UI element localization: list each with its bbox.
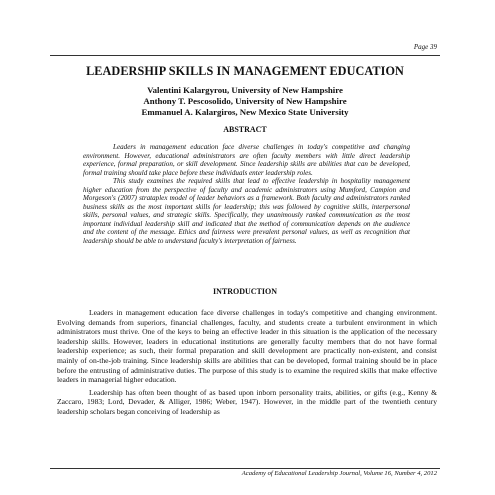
header-rule bbox=[50, 55, 440, 56]
author-line: Anthony T. Pescosolido, University of New Hampshire bbox=[143, 96, 347, 106]
abstract-heading: ABSTRACT bbox=[223, 125, 267, 134]
author-line: Emmanuel A. Kalargiros, New Mexico State University bbox=[141, 107, 349, 117]
abstract-paragraph: Leaders in management education face diverse challenges in today's competitive and changing environment. However, educational administrators are often faculty members with little direct leadership experience, formal preparation, or skill development. Since leadership skills are abilities that can be developed, formal training should take place before these individuals enter leadership roles. bbox=[83, 143, 410, 177]
abstract-paragraph: This study examines the required skills that lead to effective leadership in hospitality management higher education from the perspective of faculty and academic administrators using Mumford, Campion and Morgeson's (2007) strataplex model of leader behaviors as a framework. Both faculty and administrators ranked business skills as the most important skills for leadership; this was followed by cognitive skills, interpersonal skills, personal values, and strategic skills. Specifically, they unanimously ranked communication as the most important individual leadership skill and indicated that the method of communication depends on the audience and the content of the message. Ethics and fairness were prevalent personal values, as well as recognition that leadership should be able to understand faculty's interpretation of fairness. bbox=[83, 177, 410, 246]
author-list bbox=[50, 85, 440, 118]
footer-rule bbox=[50, 468, 440, 469]
introduction-body bbox=[57, 308, 437, 417]
page-number: Page 39 bbox=[413, 43, 437, 51]
introduction-paragraph: Leadership has often been thought of as based upon inborn personality traits, abilities, or gifts (e.g., Kenny & Zaccaro, 1983; Lord, Devader, & Alliger, 1986; Weber, 1947). However, in the middle part of the twentieth century leadership scholars began conceiving of leadership as bbox=[57, 387, 437, 416]
paper-title: LEADERSHIP SKILLS IN MANAGEMENT EDUCATION bbox=[86, 64, 404, 78]
introduction-heading: INTRODUCTION bbox=[212, 287, 277, 296]
journal-footer: Academy of Educational Leadership Journal, Volume 16, Number 4, 2012 bbox=[241, 470, 437, 477]
author-line: Valentini Kalargyrou, University of New Hampshire bbox=[147, 85, 343, 95]
introduction-paragraph: Leaders in management education face diverse challenges in today's competitive and changing environment. Evolving demands from superiors, financial challenges, faculty, and students create a turbulent environment in which administrators must thrive. One of the keys to being an effective leader in this situation is the application of the necessary leadership skills. However, leaders in educational institutions are generally faculty members that do not have formal leadership experience; as such, their formal preparation and skill development are practically non-existent, and consist mainly of on-the-job training. Since leadership skills are abilities that can be developed, formal training should be in place before the entrusting of administrative duties. The purpose of this study is to examine the required skills that make effective leaders in managerial higher education. bbox=[57, 308, 437, 385]
abstract-body bbox=[83, 143, 410, 246]
